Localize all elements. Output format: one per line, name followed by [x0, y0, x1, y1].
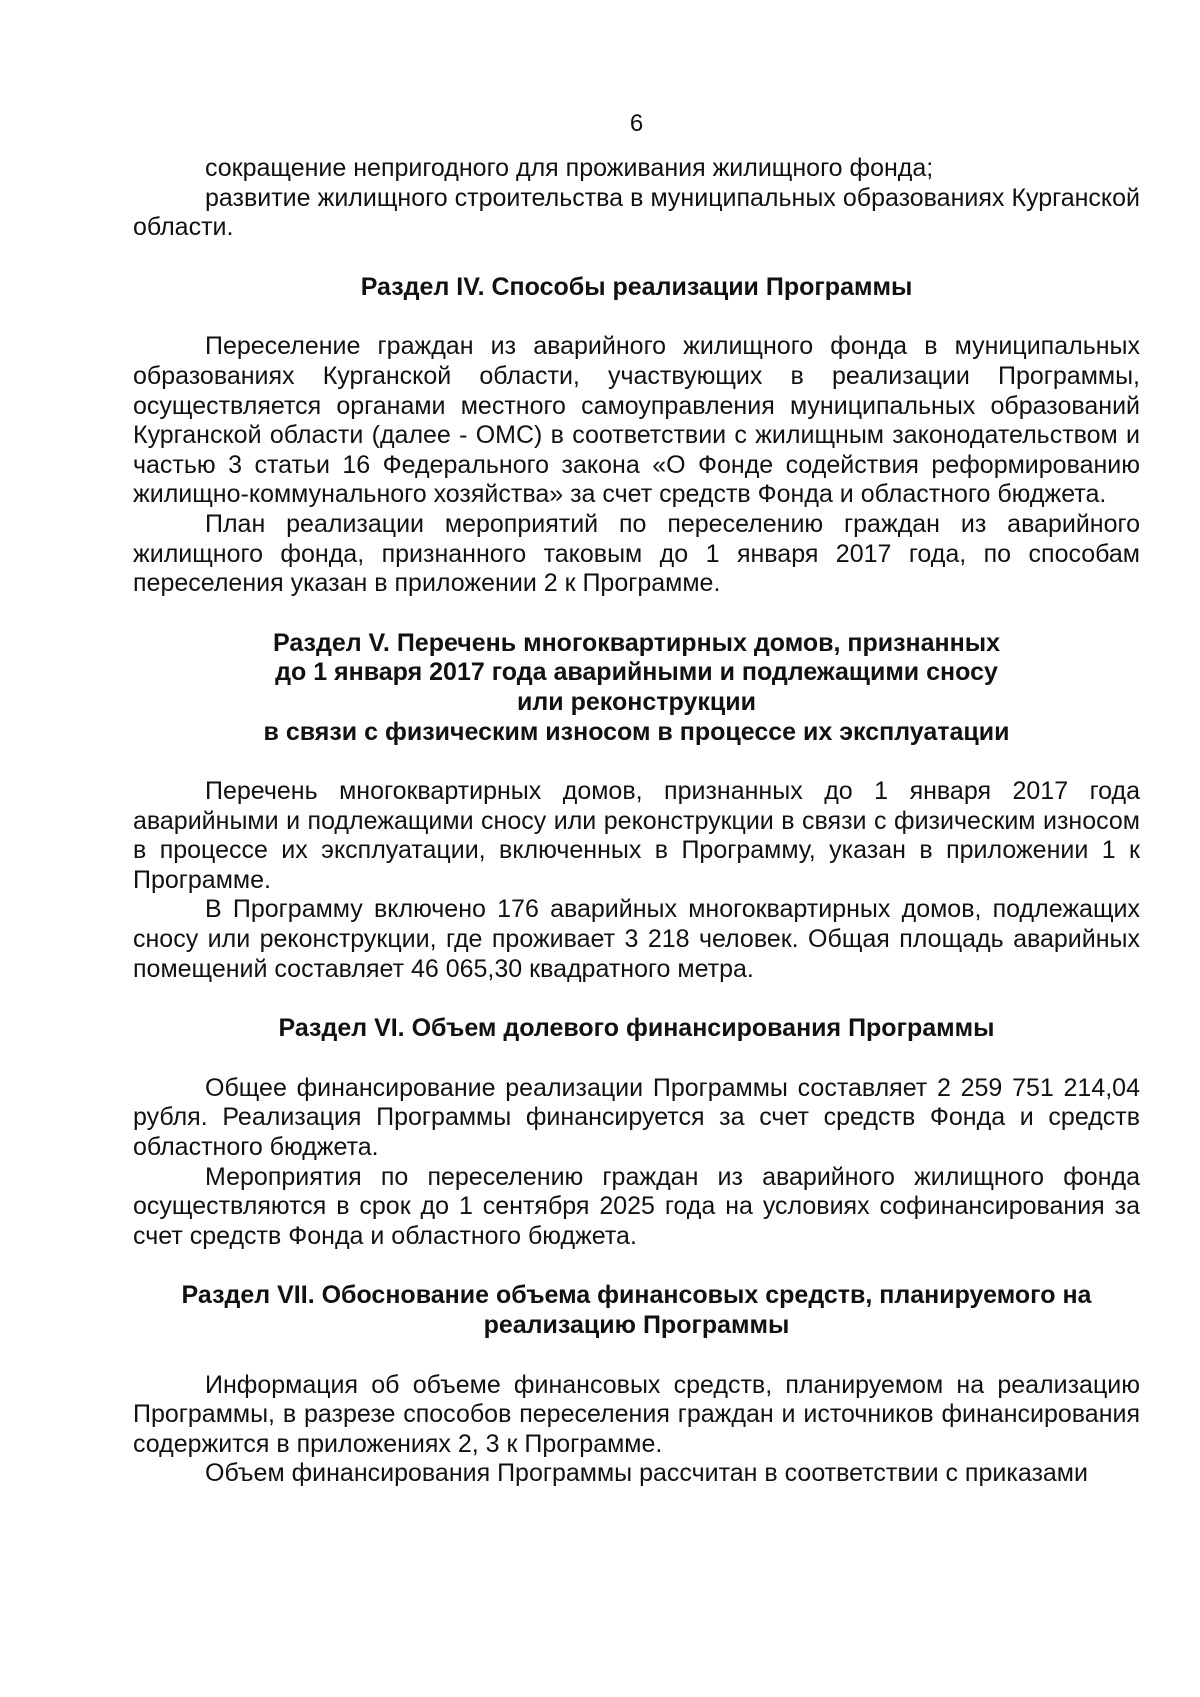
section-7-paragraph-2: Объем финансирования Программы рассчитан в соответствии с приказами: [205, 1459, 1088, 1488]
section-5-title-line-3: или реконструкции: [517, 687, 756, 716]
intro-paragraph-1: сокращение непригодного для проживания жилищного фонда;: [205, 154, 934, 182]
spacer: [133, 984, 1140, 1014]
page-number: 6: [629, 110, 644, 137]
spacer: [133, 1251, 1140, 1281]
section-4-title: Раздел IV. Способы реализации Программы: [360, 272, 913, 301]
section-7-title: [133, 1281, 1140, 1340]
section-5-paragraph-2: В Программу включено 176 аварийных многоквартирных домов, подлежащих сносу или реконструкции, где проживает 3 218 человек. Общая площадь аварийных помещений составляет 46 065,30 квадратного метра.: [133, 895, 1140, 983]
intro-paragraph-2: развитие жилищного строительства в муниципальных образованиях Курганской области.: [133, 183, 1140, 242]
spacer: [133, 243, 1140, 273]
section-5-title: [133, 629, 1140, 747]
section-5-title-line-2: до 1 января 2017 года аварийными и подлежащими сносу: [275, 658, 998, 687]
section-7-title-line-1: Раздел VII. Обоснование объема финансовых средств, планируемого на: [181, 1281, 1092, 1310]
section-6-paragraph-2: Мероприятия по переселению граждан из аварийного жилищного фонда осуществляются в срок до 1 сентября 2025 года на условиях софинансирования за счет средств Фонда и областного бюджета.: [133, 1162, 1140, 1250]
section-4-paragraph-1: Переселение граждан из аварийного жилищного фонда в муниципальных образованиях Курганской области, участвующих в реализации Программы, осуществляется органами местного самоуправления муниципальных образований Курганской области (далее - ОМС) в соответствии с жилищным законодательством и частью 3 статьи 16 Федерального закона «О Фонде содействия реформированию жилищно-коммунального хозяйства» за счет средств Фонда и областного бюджета.: [133, 332, 1140, 509]
section-4-paragraph-2: План реализации мероприятий по переселению граждан из аварийного жилищного фонда, признанного таковым до 1 января 2017 года, по способам переселения указан в приложении 2 к Программе.: [133, 509, 1140, 598]
section-5-title-line-1: Раздел V. Перечень многоквартирных домов, признанных: [272, 628, 1001, 657]
section-7-paragraph-1: Информация об объеме финансовых средств, планируемом на реализацию Программы, в разрезе способов переселения граждан и источников финансирования содержится в приложениях 2, 3 к Программе.: [133, 1370, 1140, 1458]
spacer: [133, 302, 1140, 332]
spacer: [133, 1341, 1140, 1371]
spacer: [133, 599, 1140, 629]
spacer: [133, 1044, 1140, 1074]
section-7-title-line-2: реализацию Программы: [483, 1311, 790, 1339]
section-5-title-line-4: в связи с физическим износом в процессе их эксплуатации: [263, 717, 1010, 746]
spacer: [133, 747, 1140, 777]
section-6-title: Раздел VI. Объем долевого финансирования Программы: [278, 1014, 995, 1043]
section-6-paragraph-1: Общее финансирование реализации Программы составляет 2 259 751 214,04 рубля. Реализация Программы финансируется за счет средств Фонда и средств областного бюджета.: [133, 1073, 1140, 1162]
section-5-paragraph-1: Перечень многоквартирных домов, признанных до 1 января 2017 года аварийными и подлежащими сносу или реконструкции в связи с физическим износом в процессе их эксплуатации, включенных в Программу, указан в приложении 1 к Программе.: [133, 777, 1140, 894]
